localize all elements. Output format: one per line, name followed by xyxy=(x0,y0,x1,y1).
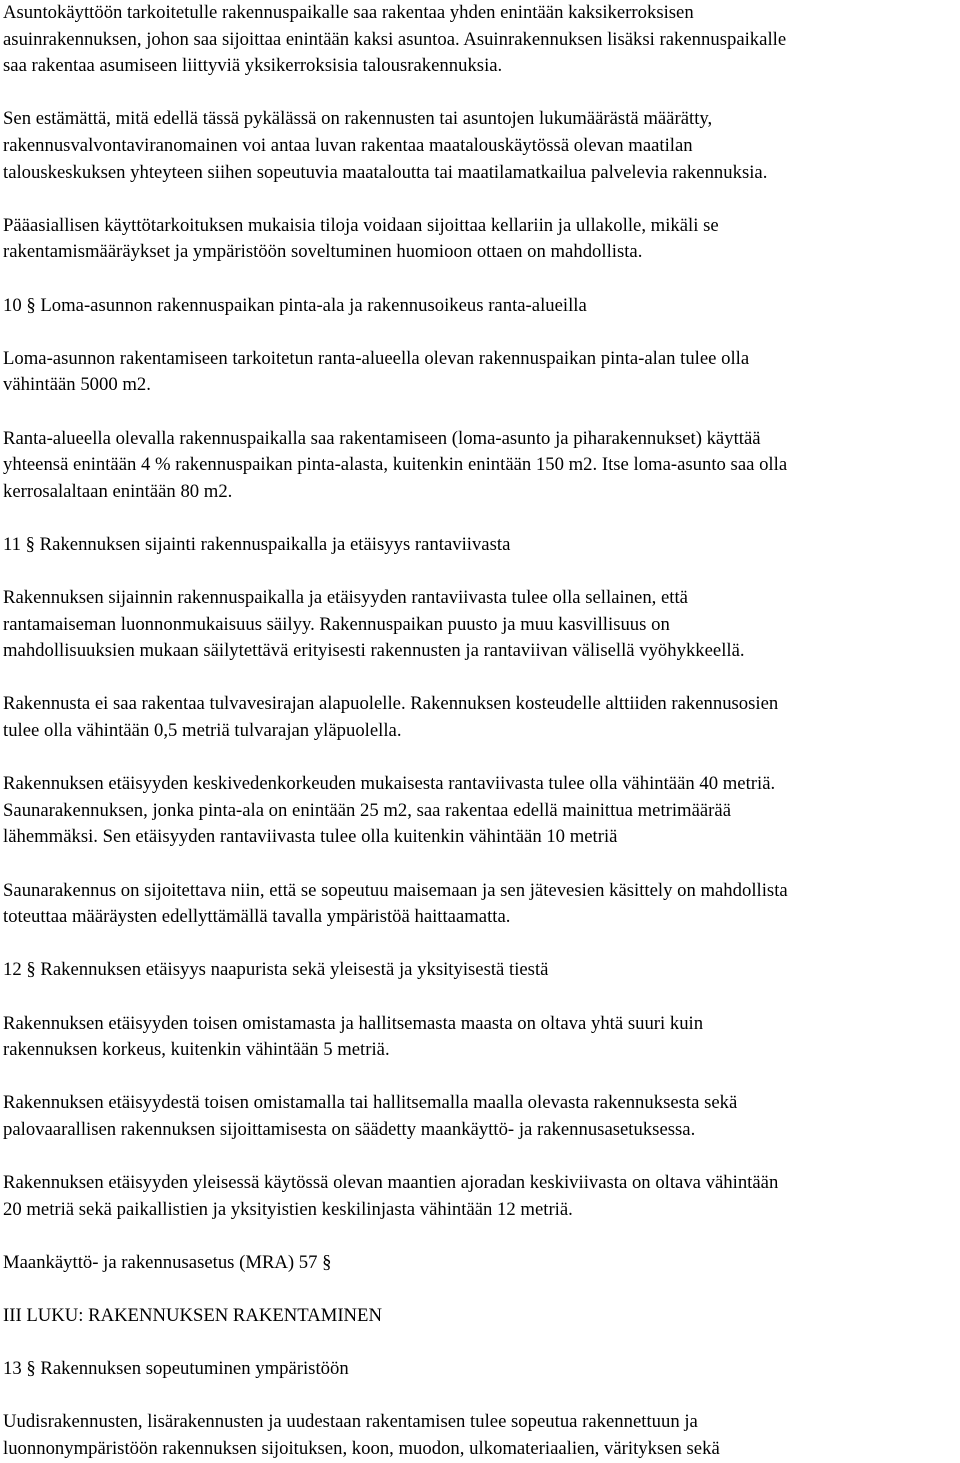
heading-text: 10 § Loma-asunnon rakennuspaikan pinta-ala ja rakennusoikeus ranta-alueilla xyxy=(3,294,587,316)
paragraph xyxy=(3,426,960,506)
text-line: Rakennuksen etäisyyden toisen omistamasta ja hallitsemasta maasta on oltava yhtä suuri kuin xyxy=(3,1012,704,1034)
text-line: vähintään 5000 m2. xyxy=(3,374,151,396)
paragraph xyxy=(3,346,960,399)
heading-text: 11 § Rakennuksen sijainti rakennuspaikalla ja etäisyys rantaviivasta xyxy=(3,533,511,555)
text-line: Rakennuksen etäisyyden keskivedenkorkeuden mukaisesta rantaviivasta tulee olla vähintään 40 metriä. xyxy=(3,773,776,795)
text-line: Rakennusta ei saa rakentaa tulvavesirajan alapuolelle. Rakennuksen kosteudelle alttiiden rakennusosien xyxy=(3,693,779,715)
paragraph xyxy=(3,1170,960,1223)
paragraph xyxy=(3,213,960,266)
paragraph xyxy=(3,1090,960,1143)
paragraph xyxy=(3,106,960,186)
text-line: talouskeskuksen yhteyteen siihen sopeutuvia maataloutta tai maatilamatkailua palvelevia rakennuksia. xyxy=(3,161,768,183)
text-line: palovaarallisen rakennuksen sijoittamisesta on säädetty maankäyttö- ja rakennusasetuksessa. xyxy=(3,1118,696,1140)
text-line: asuinrakennuksen, johon saa sijoittaa enintään kaksi asuntoa. Asuinrakennuksen lisäksi rakennuspaikalle xyxy=(3,28,787,50)
section-heading xyxy=(3,293,960,320)
text-line: Rakennuksen sijainnin rakennuspaikalla ja etäisyyden rantaviivasta tulee olla sellainen, että xyxy=(3,587,688,609)
text-line: lähemmäksi. Sen etäisyyden rantaviivasta tulee olla kuitenkin vähintään 10 metriä xyxy=(3,826,618,848)
text-line: rakennuksen korkeus, kuitenkin vähintään 5 metriä. xyxy=(3,1039,390,1061)
text-line: kerrosalaltaan enintään 80 m2. xyxy=(3,480,233,502)
paragraph xyxy=(3,585,960,665)
text-line: rantamaiseman luonnonmukaisuus säilyy. Rakennuspaikan puusto ja muu kasvillisuus on xyxy=(3,613,670,635)
text-line: mahdollisuuksien mukaan säilytettävä erityisesti rakennusten ja rantaviivan välisellä vyöhykkeellä. xyxy=(3,640,745,662)
paragraph xyxy=(3,1409,960,1462)
text-line: rakennusvalvontaviranomainen voi antaa luvan rakentaa maatalouskäytössä olevan maatilan xyxy=(3,134,693,156)
section-heading xyxy=(3,1250,960,1277)
section-heading xyxy=(3,957,960,984)
paragraph xyxy=(3,0,960,80)
text-line: 20 metriä sekä paikallistien ja yksityistien keskilinjasta vähintään 12 metriä. xyxy=(3,1198,573,1220)
text-line: Saunarakennuksen, jonka pinta-ala on enintään 25 m2, saa rakentaa edellä mainittua metrimäärää xyxy=(3,799,731,821)
heading-text: Maankäyttö- ja rakennusasetus (MRA) 57 § xyxy=(3,1251,332,1273)
text-line: tulee olla vähintään 0,5 metriä tulvarajan yläpuolella. xyxy=(3,720,402,742)
text-line: toteuttaa määräysten edellyttämällä tavalla ympäristöä haittaamatta. xyxy=(3,906,511,928)
text-line: Loma-asunnon rakentamiseen tarkoitetun ranta-alueella olevan rakennuspaikan pinta-alan tulee olla xyxy=(3,347,750,369)
heading-text: 12 § Rakennuksen etäisyys naapurista sekä yleisestä ja yksityisestä tiestä xyxy=(3,959,549,981)
text-line: Asuntokäyttöön tarkoitetulle rakennuspaikalle saa rakentaa yhden enintään kaksikerroksisen xyxy=(3,2,694,23)
text-line: yhteensä enintään 4 % rakennuspaikan pinta-alasta, kuitenkin enintään 150 m2. Itse loma-asunto saa olla xyxy=(3,454,788,476)
text-line: Saunarakennus on sijoitettava niin, että se sopeutuu maisemaan ja sen jätevesien käsittely on mahdollista xyxy=(3,879,788,901)
text-line: Rakennuksen etäisyydestä toisen omistamalla tai hallitsemalla maalla olevasta rakennuksesta sekä xyxy=(3,1092,738,1114)
text-line: Rakennuksen etäisyyden yleisessä käytössä olevan maantien ajoradan keskiviivasta on oltava vähintään xyxy=(3,1172,779,1194)
text-line: Ranta-alueella olevalla rakennuspaikalla saa rakentamiseen (loma-asunto ja piharakennukset) käyttää xyxy=(3,427,761,449)
text-line: Uudisrakennusten, lisärakennusten ja uudestaan rakentamisen tulee sopeutua rakennettuun ja xyxy=(3,1411,698,1433)
heading-text: 13 § Rakennuksen sopeutuminen ympäristöön xyxy=(3,1358,349,1380)
paragraph xyxy=(3,691,960,744)
paragraph xyxy=(3,878,960,931)
paragraph xyxy=(3,1011,960,1064)
text-line: Sen estämättä, mitä edellä tässä pykälässä on rakennusten tai asuntojen lukumäärästä määrätty, xyxy=(3,108,713,130)
text-line: saa rakentaa asumiseen liittyviä yksikerroksisia talousrakennuksia. xyxy=(3,55,503,77)
paragraph xyxy=(3,771,960,851)
chapter-heading xyxy=(3,1303,960,1330)
heading-text: III LUKU: RAKENNUKSEN RAKENTAMINEN xyxy=(3,1305,382,1327)
section-heading xyxy=(3,532,960,559)
text-line: luonnonympäristöön rakennuksen sijoituksen, koon, muodon, ulkomateriaalien, värityksen sekä xyxy=(3,1438,720,1460)
text-line: Pääasiallisen käyttötarkoituksen mukaisia tiloja voidaan sijoittaa kellariin ja ullakolle, mikäli se xyxy=(3,214,719,236)
text-line: rakentamismääräykset ja ympäristöön soveltuminen huomioon ottaen on mahdollista. xyxy=(3,241,643,263)
section-heading xyxy=(3,1356,960,1383)
